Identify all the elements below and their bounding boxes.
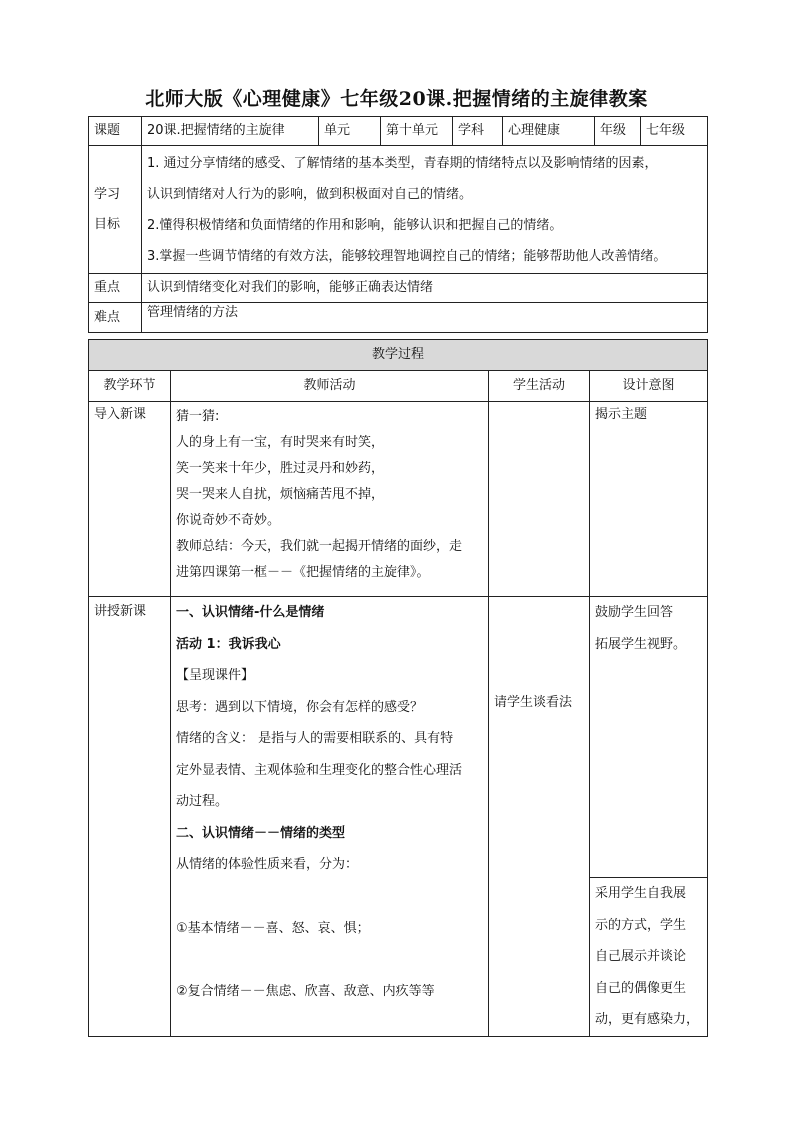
intent-lecture: 鼓励学生回答 拓展学生视野。 采用学生自我展 示的方式，学生 自己展示并谈论 自己的偶像更生 动，更有感染力， — [590, 597, 708, 1037]
topic-label: 课题 — [89, 117, 142, 146]
goals-label: 学习 目标 — [89, 146, 142, 274]
lesson-info-table — [88, 116, 708, 333]
teacher-intro: 猜一猜: 人的身上有一宝，有时哭来有时笑， 笑一笑来十年少，胜过灵丹和妙药， 哭一哭来人自扰，烦恼痛苦甩不掉， 你说奇妙不奇妙。 教师总结：今天，我们就一起揭开情绪的面纱，走 进第四课第一框－－《把握情绪的主旋律》。 — [171, 402, 489, 597]
teacher-lecture: 一、认识情绪-什么是情绪 活动 1：我诉我心 【呈现课件】 思考：遇到以下情境，你会有怎样的感受？ 情绪的含义： 是指与人的需要相联系的、具有特 定外显表情、主观体验和生理变化的整合性心理活 动过程。 二、认识情绪－－情绪的类型 从情绪的体验性质来看，分为： ①基本情绪－－喜、怒、哀、惧； ②复合情绪－－焦虑、欣喜、敌意、内疚等等 — [171, 597, 489, 1037]
header-student: 学生活动 — [489, 371, 590, 402]
process-section-title: 教学过程 — [89, 340, 708, 371]
goal-line: 3.掌握一些调节情绪的有效方法，能够较理智地调控自己的情绪；能够帮助他人改善情绪。 — [147, 248, 667, 264]
goal-line: 2.懂得积极情绪和负面情绪的作用和影响，能够认识和把握自己的情绪。 — [147, 217, 563, 233]
key-label: 重点 — [89, 274, 142, 303]
header-intent: 设计意图 — [590, 371, 708, 402]
unit-value: 第十单元 — [381, 117, 453, 146]
intent-intro: 揭示主题 — [590, 402, 708, 597]
goal-line: 1. 通过分享情绪的感受、了解情绪的基本类型，青春期的情绪特点以及影响情绪的因素， — [147, 155, 658, 171]
subject-value: 心理健康 — [503, 117, 595, 146]
subject-label: 学科 — [453, 117, 503, 146]
page-title: 北师大版《心理健康》七年级20课.把握情绪的主旋律教案 — [145, 88, 648, 110]
stage-intro: 导入新课 — [89, 402, 171, 597]
student-lecture: 请学生谈看法 — [489, 597, 590, 1037]
unit-label: 单元 — [319, 117, 381, 146]
grade-value: 七年级 — [641, 117, 708, 146]
student-intro — [489, 402, 590, 597]
key-value: 认识到情绪变化对我们的影响，能够正确表达情绪 — [142, 274, 708, 303]
topic-value: 20课.把握情绪的主旋律 — [142, 117, 319, 146]
goal-line: 认识到情绪对人行为的影响，做到积极面对自己的情绪。 — [147, 186, 473, 202]
difficulty-value: 管理情绪的方法 — [142, 303, 708, 333]
grade-label: 年级 — [595, 117, 641, 146]
teaching-process-table — [88, 339, 708, 1037]
stage-lecture: 讲授新课 — [89, 597, 171, 1037]
table-row — [89, 597, 708, 1037]
goals-content — [142, 146, 708, 274]
difficulty-label: 难点 — [89, 303, 142, 333]
table-row — [89, 402, 708, 597]
header-stage: 教学环节 — [89, 371, 171, 402]
header-teacher: 教师活动 — [171, 371, 489, 402]
